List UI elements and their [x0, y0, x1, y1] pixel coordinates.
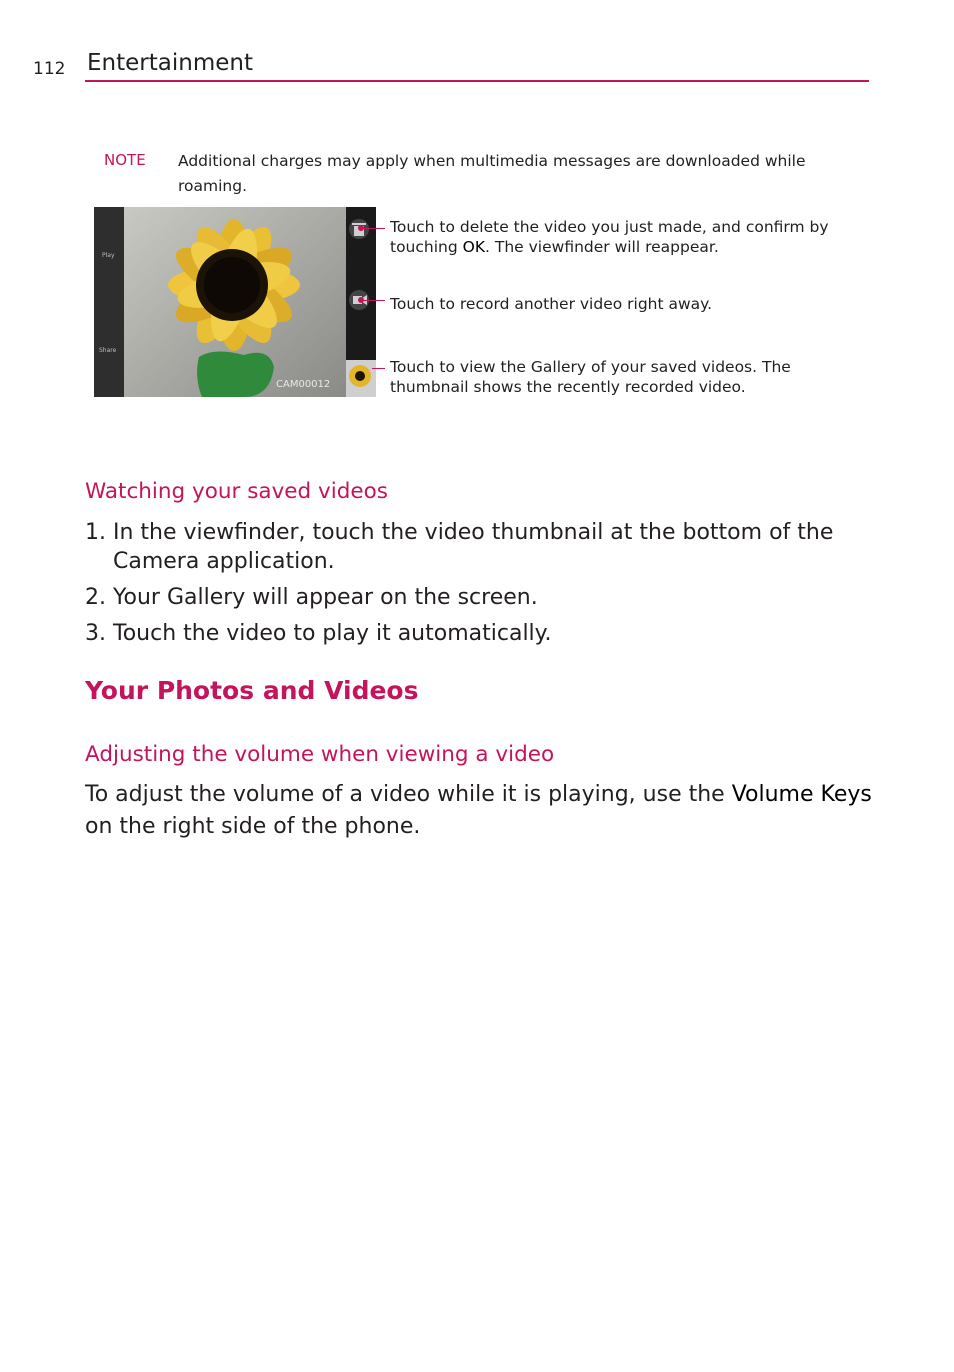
volume-subheading: Adjusting the volume when viewing a video	[85, 742, 555, 767]
step-item	[85, 619, 885, 648]
camera-review-screenshot	[94, 207, 376, 397]
volume-keys-keyword: Volume Keys	[731, 782, 872, 807]
volume-body-post: on the right side of the phone.	[85, 814, 421, 839]
share-label: Share	[99, 347, 117, 354]
volume-body-text	[85, 779, 885, 843]
photos-videos-heading: Your Photos and Videos	[85, 676, 419, 705]
callout-line-record	[361, 300, 385, 301]
callout-delete-pre: Touch to delete the video you just made, and confirm by touching	[390, 218, 829, 256]
step-text: In the viewfinder, touch the video thumbnail at the bottom of the Camera application.	[113, 520, 834, 574]
callout-line-gallery	[372, 368, 385, 369]
callout-delete-text	[390, 217, 830, 257]
callout-ok-keyword: OK	[462, 238, 486, 256]
section-title: Entertainment	[87, 50, 253, 76]
gallery-thumbnail	[346, 360, 376, 397]
camera-review-image	[94, 207, 376, 397]
step-number: 1.	[85, 520, 106, 545]
step-text: Touch the video to play it automatically.	[113, 621, 552, 646]
callout-record-text: Touch to record another video right away.	[390, 295, 713, 313]
header-rule	[85, 80, 869, 82]
leaf-shape	[197, 351, 274, 397]
step-number: 3.	[85, 621, 106, 646]
filename-label: CAM00012	[276, 379, 331, 390]
watching-steps	[85, 518, 885, 655]
step-number: 2.	[85, 585, 106, 610]
watching-heading: Watching your saved videos	[85, 479, 388, 504]
note-text: Additional charges may apply when multimedia messages are downloaded while roaming.	[178, 152, 806, 195]
step-text: Your Gallery will appear on the screen.	[113, 585, 538, 610]
callout-line-delete	[361, 228, 385, 229]
callout-gallery-text: Touch to view the Gallery of your saved videos. The thumbnail shows the recently recorded video.	[390, 358, 791, 396]
left-control-strip	[94, 207, 124, 397]
callout-delete-post: . The viewfinder will reappear.	[485, 238, 719, 256]
page-number: 112	[33, 59, 66, 79]
play-label: Play	[102, 252, 115, 259]
step-item	[85, 583, 885, 612]
step-item	[85, 518, 885, 576]
note-label: NOTE	[104, 151, 146, 169]
volume-body-pre: To adjust the volume of a video while it is playing, use the	[85, 782, 732, 807]
